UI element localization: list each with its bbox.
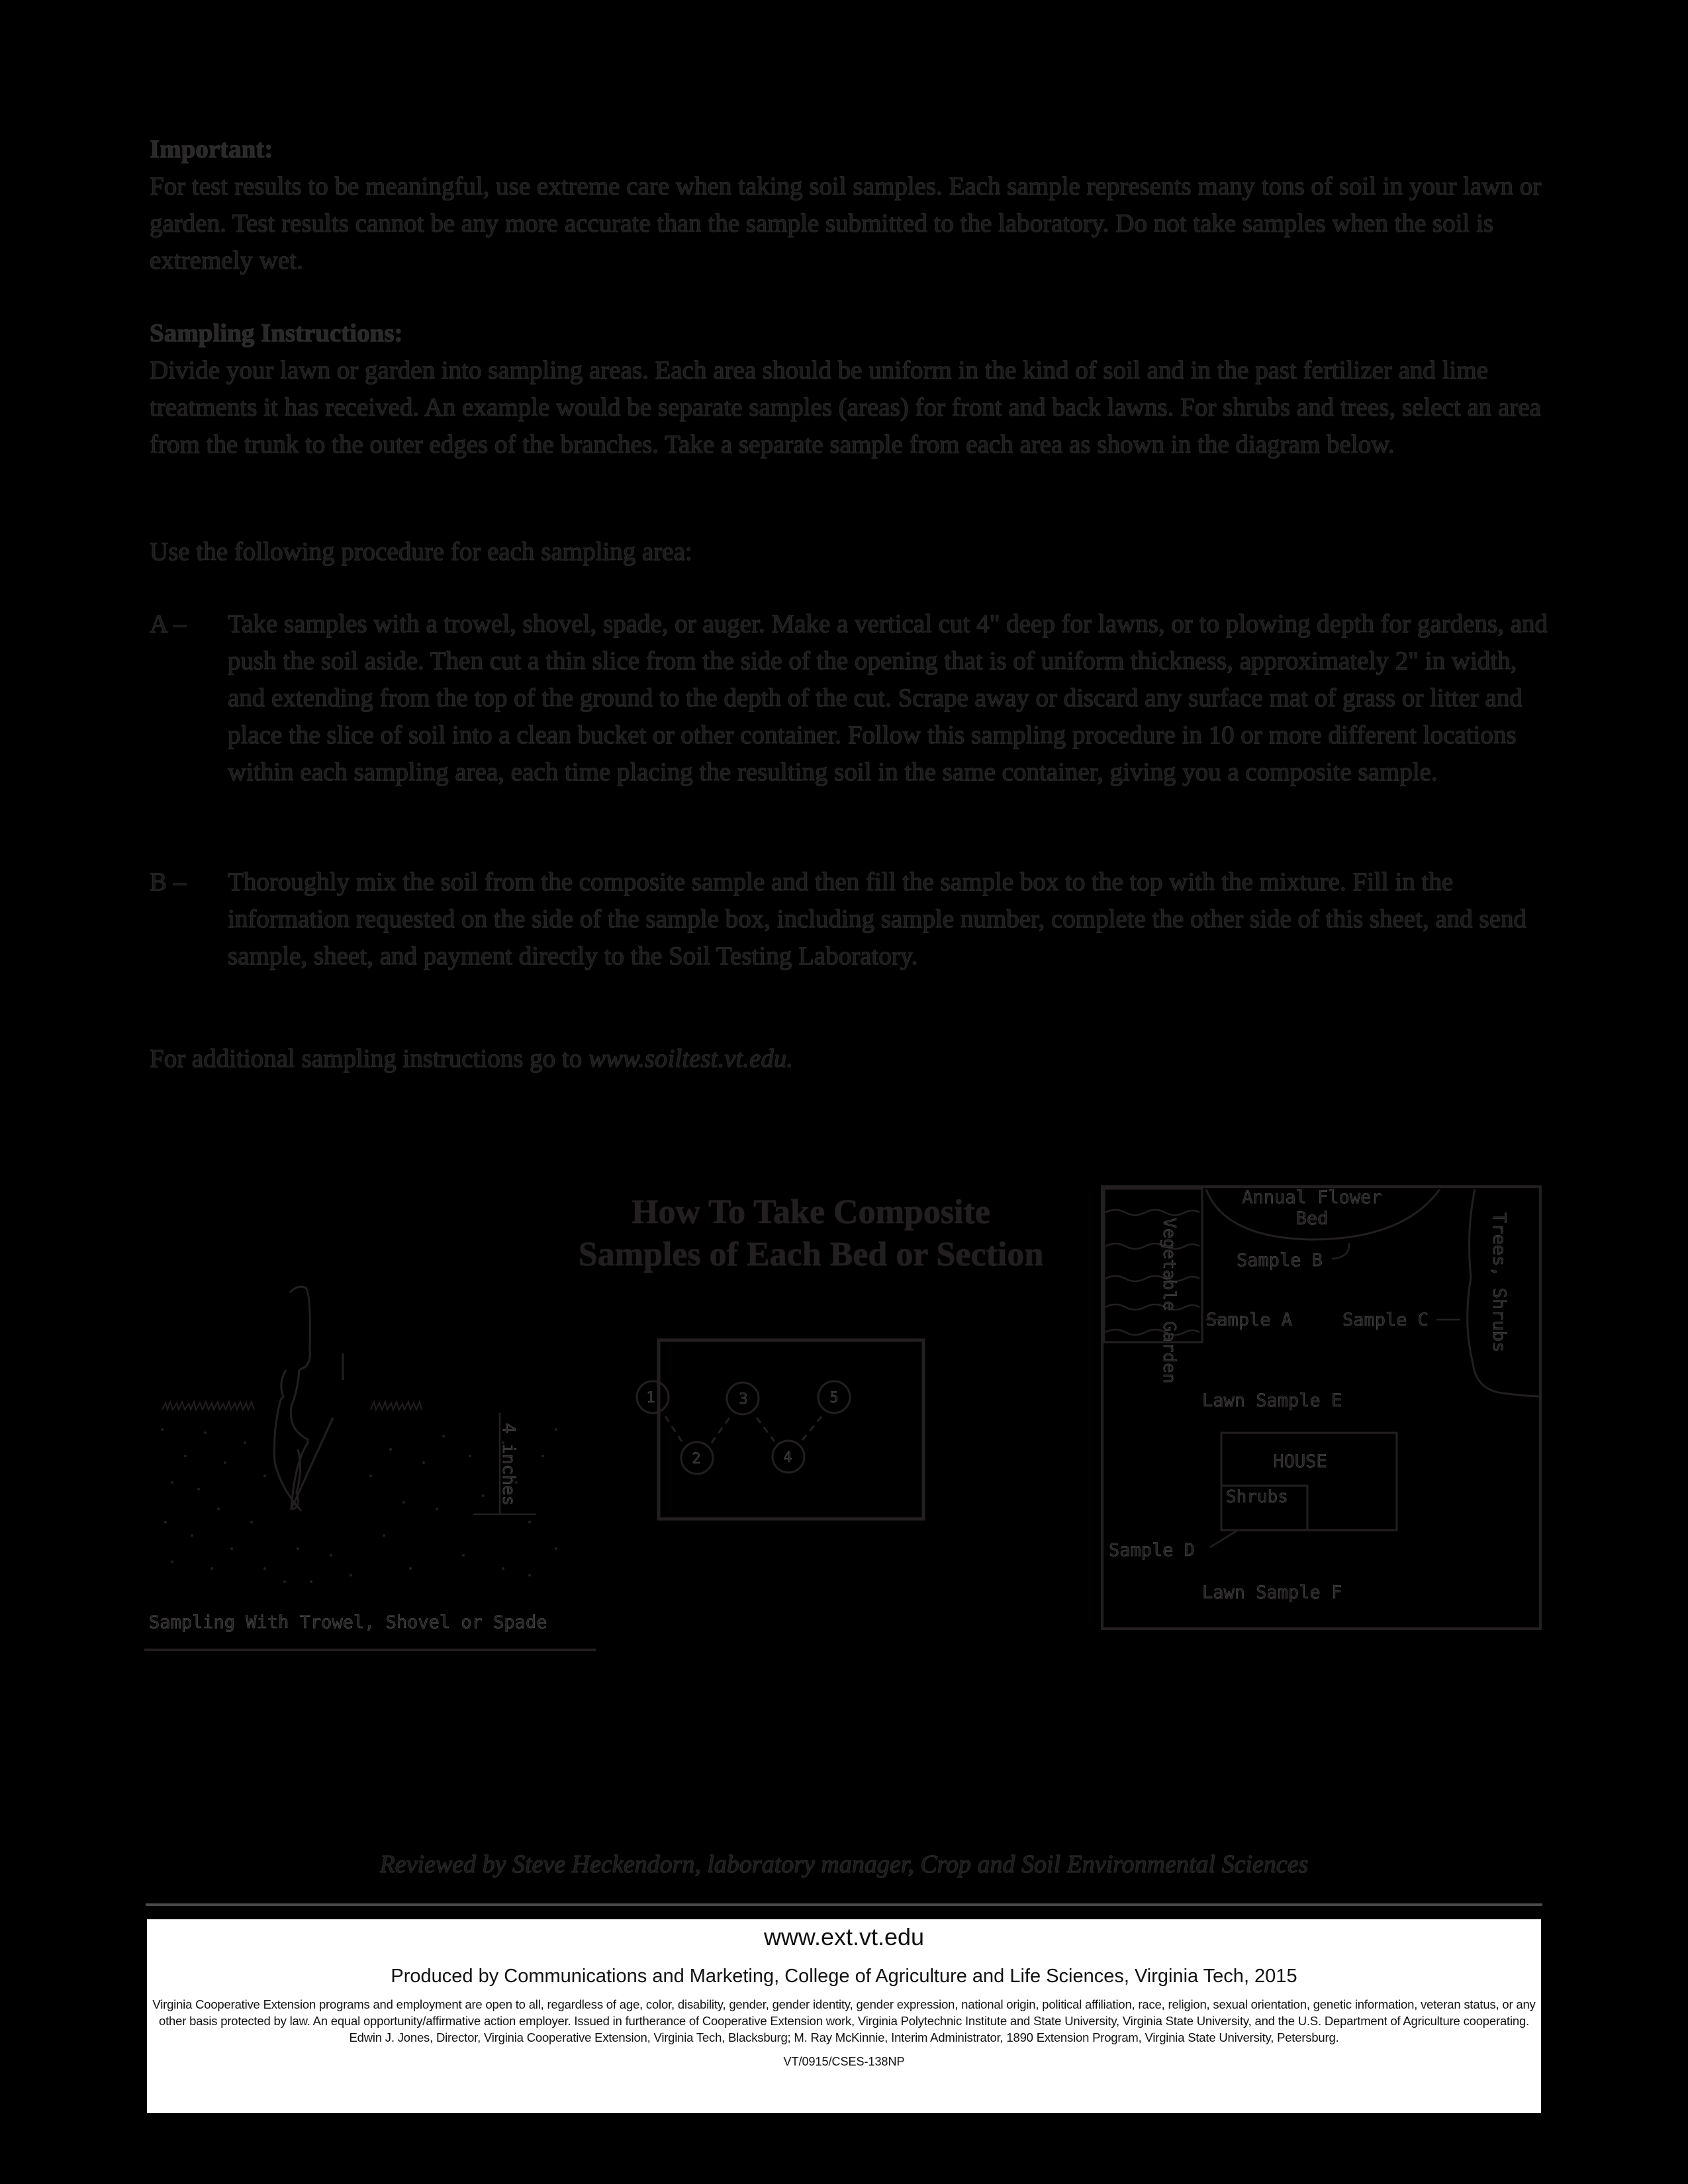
sample-d-label: Sample D: [1109, 1540, 1196, 1561]
footer-code: VT/0915/CSES-138NP: [783, 2055, 905, 2068]
soiltest-link[interactable]: www.soiltest.vt.edu.: [588, 1044, 794, 1073]
footer-url[interactable]: www.ext.vt.edu: [763, 1923, 925, 1950]
soil-dots: [161, 1428, 557, 1583]
sampling-path: [665, 1415, 823, 1443]
sampling-heading: Sampling Instructions:: [150, 319, 403, 347]
footer-produced: Produced by Communications and Marketing, College of Agriculture and Life Sciences, Virginia Tech, 2015: [391, 1966, 1297, 1987]
sample-b-arrow: [1332, 1243, 1349, 1259]
trowel-diagram: [132, 1257, 609, 1668]
step-letter: B –: [150, 868, 187, 896]
trowel-caption: Sampling With Trowel, Shovel or Spade: [149, 1612, 547, 1633]
lawn-sample-e-label: Lawn Sample E: [1202, 1390, 1342, 1411]
sampling-section: [150, 315, 1546, 463]
diagram-title-line2: Samples of Each Bed or Section: [578, 1236, 1044, 1273]
diagram-title-line1: How To Take Composite: [632, 1193, 990, 1231]
procedure-intro: Use the following procedure for each sampling area:: [150, 537, 692, 566]
footer-legal: Virginia Cooperative Extension programs and employment are open to all, regardless of age, color, disability, gender, gender identity, gender expression, national origin, political affiliation, race, religion, sexual orientation, genetic information, veteran status, or any other basis protected by law. An equal opportunity/affirmative action employer. Issued in furtherance of Cooperative Extension work, Virginia Polytechnic Institute and State University, Virginia State University, and the U.S. Department of Agriculture cooperating. Edwin J. Jones, Director, Virginia Cooperative Extension, Virginia Tech, Blacksburg; M. Ray McKinnie, Interim Administrator, 1890 Extension Program, Virginia State University, Petersburg.: [152, 1997, 1536, 2044]
important-heading: Important:: [150, 135, 273, 163]
house-outline: [1221, 1433, 1397, 1530]
point-label-4: 4: [783, 1449, 792, 1466]
important-text: For test results to be meaningful, use extreme care when taking soil samples. Each sample represents many tons of soil in your lawn or garden. Test results cannot be any more accurate than the sample submitted to the laboratory. Do not take samples when the soil is extremely wet.: [150, 172, 1542, 275]
additional-instructions: [150, 1040, 1546, 1077]
step-letter: A –: [150, 610, 187, 638]
point-label-2: 2: [692, 1451, 701, 1467]
flower-bed-label-2: Bed: [1295, 1208, 1329, 1229]
house-label: HOUSE: [1273, 1451, 1327, 1472]
additional-prefix: For additional sampling instructions go to: [150, 1044, 588, 1073]
point-label-3: 3: [739, 1391, 748, 1408]
procedure-step-b: [150, 864, 1560, 1016]
point-label-1: 1: [646, 1390, 655, 1406]
flower-bed-label-1: Annual Flower: [1242, 1187, 1382, 1208]
footer-box: [147, 1919, 1541, 2113]
shrubs-label: Shrubs: [1226, 1487, 1288, 1507]
point-label-5: 5: [829, 1390, 839, 1406]
divider-rule: [146, 1903, 1542, 1906]
sample-c-label: Sample C: [1342, 1310, 1429, 1330]
yard-diagram: [1092, 1178, 1556, 1655]
sampling-text: Divide your lawn or garden into sampling areas. Each area should be uniform in the kind of soil and in the past fertilizer and lime treatments it has received. An example would be separate samples (areas) for front and back lawns. For shrubs and trees, select an area from the trunk to the outer edges of the branches. Take a separate sample from each area as shown in the diagram below.: [150, 356, 1541, 459]
step-text: Thoroughly mix the soil from the composite sample and then fill the sample box to the top with the mixture. Fill in the information requested on the side of the sample box, including sample number, complete the other side of this sheet, and send sample, sheet, and payment directly to the Soil Testing Laboratory.: [228, 868, 1527, 970]
composite-diagram: [563, 1178, 1092, 1655]
sample-d-arrow: [1210, 1530, 1238, 1547]
trees-shrubs-label: Trees, Shrubs: [1489, 1212, 1509, 1353]
trowel-icon: [274, 1287, 343, 1511]
sample-b-label: Sample B: [1237, 1250, 1323, 1271]
vegetable-garden-label: Vegetable Garden: [1159, 1218, 1179, 1384]
lawn-sample-f-label: Lawn Sample F: [1202, 1582, 1342, 1603]
procedure-step-a: [150, 606, 1560, 831]
reviewed-by: Reviewed by Steve Heckendorn, laboratory manager, Crop and Soil Environmental Sciences: [379, 1850, 1309, 1878]
sample-a-label: Sample A: [1206, 1310, 1293, 1330]
step-text: Take samples with a trowel, shovel, spade, or auger. Make a vertical cut 4" deep for lawns, or to plowing depth for gardens, and push the soil aside. Then cut a thin slice from the side of the opening that is of uniform thickness, approximately 2" in width, and extending from the top of the ground to the depth of the cut. Scrape away or discard any surface mat of grass or litter and place the slice of soil into a clean bucket or other container. Follow this sampling procedure in 10 or more different locations within each sampling area, each time placing the resulting soil in the same container, giving you a composite sample.: [228, 610, 1548, 786]
important-section: [150, 131, 1546, 279]
depth-label: 4 inches: [498, 1423, 518, 1506]
